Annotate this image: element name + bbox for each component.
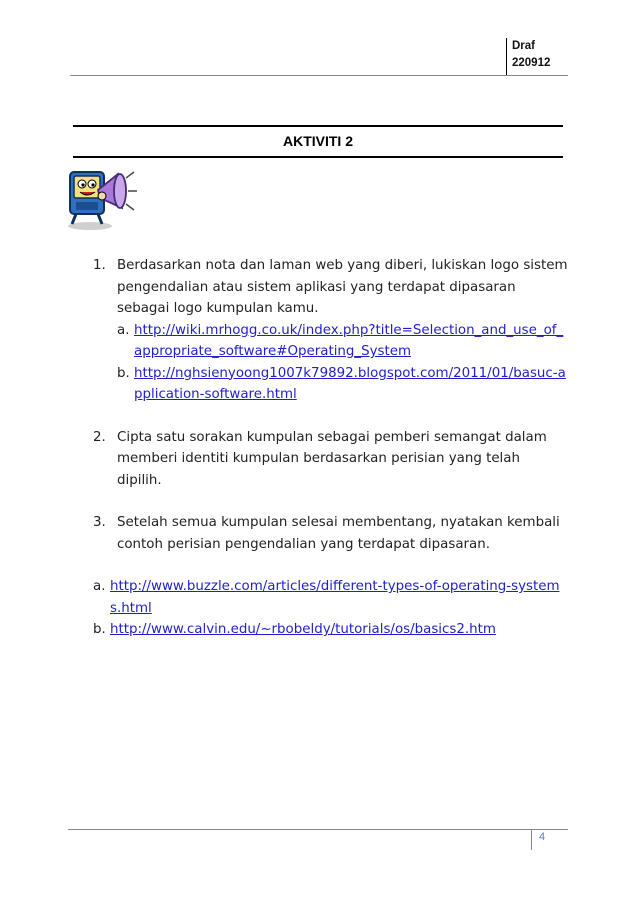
- activity-content: [93, 255, 568, 641]
- draft-label-box: [506, 38, 567, 76]
- item-text: Setelah semua kumpulan selesai membentang, nyatakan kembali contoh perisian pengendalian yang terdapat dipasaran.: [117, 515, 560, 552]
- draft-label: Draf: [512, 40, 536, 52]
- header-divider: [70, 75, 568, 76]
- instruction-item-1: [93, 255, 568, 406]
- item-text: Berdasarkan nota dan laman web yang diberi, lukiskan logo sistem pengendalian atau sistem aplikasi yang terdapat dipasaran sebagai logo kumpulan kamu.: [117, 258, 568, 316]
- activity-title: AKTIVITI 2: [282, 133, 353, 149]
- instruction-item-3: [93, 512, 568, 555]
- computer-megaphone-mascot-icon: [62, 160, 138, 232]
- reference-link-item: [117, 363, 568, 406]
- reference-link-calvin[interactable]: http://www.calvin.edu/~rbobeldy/tutorials/os/basics2.htm: [110, 622, 496, 637]
- item-number: 1.: [93, 258, 106, 273]
- title-rule-top: [73, 125, 563, 127]
- page-number: 4: [539, 831, 546, 843]
- item-text: Cipta satu sorakan kumpulan sebagai pemberi semangat dalam memberi identiti kumpulan berdasarkan perisian yang telah dipilih.: [117, 429, 547, 488]
- item-number: 3.: [93, 515, 106, 530]
- link-letter: b.: [117, 365, 130, 381]
- link-letter: a.: [93, 579, 106, 594]
- bottom-reference-list: [93, 576, 568, 641]
- title-rule-bottom: [73, 156, 563, 158]
- reference-link-item: [93, 576, 568, 619]
- reference-link-item: [117, 320, 568, 363]
- page-number-box: [531, 830, 562, 850]
- link-letter: a.: [117, 322, 130, 338]
- draft-date: 220912: [512, 57, 551, 69]
- instruction-list: [93, 255, 568, 555]
- reference-link-blogspot[interactable]: http://nghsienyoong1007k79892.blogspot.com/2011/01/basuc-application-software.html: [134, 365, 566, 402]
- link-letter: b.: [93, 622, 106, 637]
- footer-divider: [68, 829, 568, 830]
- reference-link-item: [93, 619, 568, 641]
- reference-link-mrhogg[interactable]: http://wiki.mrhogg.co.uk/index.php?title=Selection_and_use_of_appropriate_software#Operating_System: [134, 322, 564, 359]
- reference-link-list: [117, 320, 568, 406]
- reference-link-buzzle[interactable]: http://www.buzzle.com/articles/different-types-of-operating-systems.html: [110, 579, 560, 616]
- instruction-item-2: [93, 427, 568, 492]
- item-number: 2.: [93, 429, 106, 445]
